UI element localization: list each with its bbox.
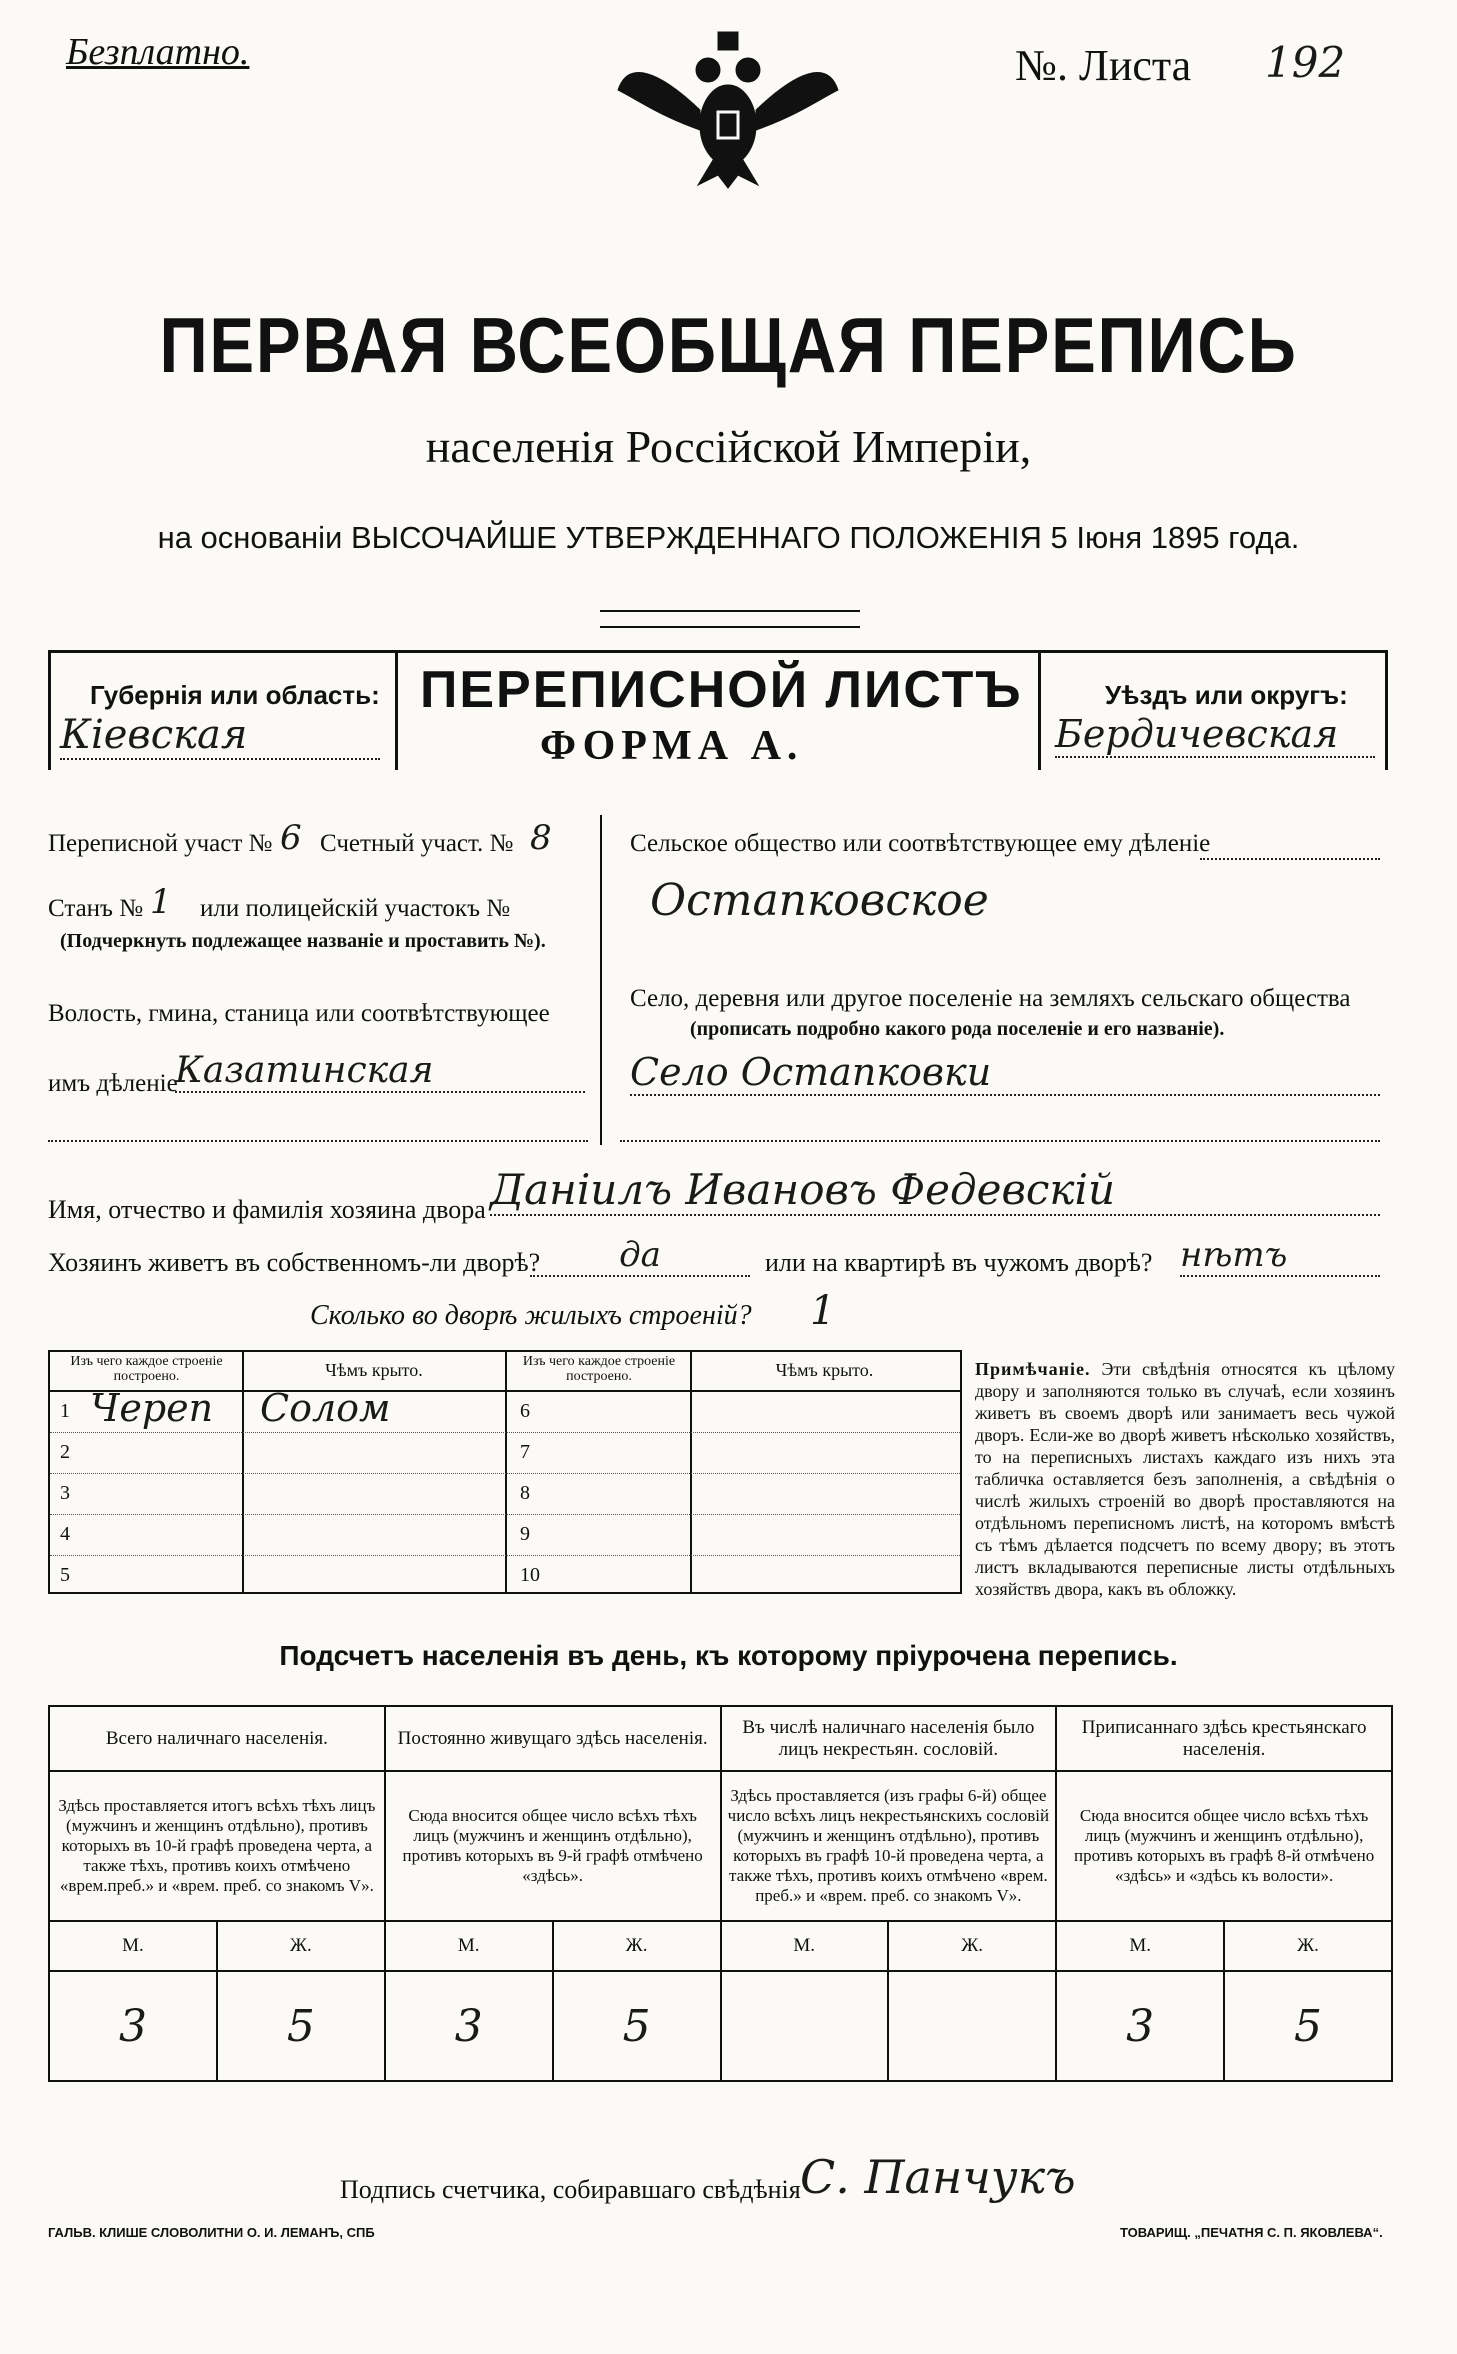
f-label: Ж. <box>553 1921 721 1971</box>
count-section-label: Счетный участ. № <box>320 830 514 857</box>
signature-value: С. Панчукъ <box>800 2150 1076 2204</box>
pop-f-value-3 <box>888 1971 1056 2081</box>
ornament-divider <box>600 610 860 628</box>
buildings-value: 1 <box>810 1288 836 1334</box>
subtitle: населенія Россійской Имперіи, <box>425 421 1032 472</box>
col-material-right: Изъ чего каждое строеніе построено. <box>522 1354 676 1384</box>
pop-col-desc-1: Здѣсь проставляется итогъ всѣхъ тѣхъ лицъ (мужчинъ и женщинъ отдѣльно), противъ которыхъ въ 10-й графѣ проведена черта, а также тѣхъ, противъ коихъ отмѣчено «врем.преб.» и «врем. преб. со знакомъ V». <box>49 1771 385 1921</box>
census-section-value: 6 <box>280 818 302 858</box>
table-row <box>50 1386 960 1432</box>
volost-value: Казатинская <box>175 1050 585 1093</box>
f-label: Ж. <box>888 1921 1056 1971</box>
row-number: 2 <box>60 1441 70 1463</box>
district-label: Уѣздъ или округъ: <box>1105 680 1348 710</box>
note-block <box>975 1358 1395 1600</box>
pop-col-title-4: Приписаннаго здѣсь крестьянскаго населенія. <box>1056 1706 1392 1771</box>
printer-right: ТОВАРИЩ. „ПЕЧАТНЯ С. П. ЯКОВЛЕВА“. <box>1120 2225 1383 2240</box>
volost-extra-line <box>48 1140 588 1142</box>
village-value: Село Остапковки <box>630 1050 1380 1096</box>
note-title: Примѣчаніе. <box>975 1359 1091 1379</box>
pop-col-title-1: Всего наличнаго населенія. <box>49 1706 385 1771</box>
pop-col-title-2: Постоянно живущаго здѣсь населенія. <box>385 1706 721 1771</box>
note-text: Эти свѣдѣнія относятся къ цѣлому двору и заполняются только въ случаѣ, если хозяинъ живетъ въ своемъ дворѣ или занимаетъ весь чужой дворъ. Если-же во дворѣ живетъ нѣсколько хозяйствъ, то на переписныхъ листахъ каждаго изъ нихъ эта табличка оставляется безъ заполненія, а свѣдѣнія о числѣ жилыхъ строеній во дворѣ проставляются на отдѣльномъ переписномъ листѣ, на которомъ вмѣстѣ съ тѣмъ дѣлается подсчетъ по всему двору; въ этотъ листъ вкладываются переписные листы отдѣльныхъ хозяйствъ двора, какъ въ обложку. <box>975 1359 1396 1599</box>
f-label: Ж. <box>1224 1921 1392 1971</box>
table-row <box>50 1514 960 1555</box>
material-cell: Череп <box>90 1386 214 1430</box>
pop-m-value-4: 3 <box>1056 1971 1224 2081</box>
own-yard-label: Хозяинъ живетъ въ собственномъ-ли дворѣ? <box>48 1248 541 1277</box>
sheet-number-label: №. Листа <box>1015 41 1192 90</box>
own-yard-value: да <box>530 1235 750 1277</box>
row-number: 10 <box>520 1564 540 1586</box>
pop-f-value-4: 5 <box>1224 1971 1392 2081</box>
m-label: М. <box>49 1921 217 1971</box>
stan-value: 1 <box>150 882 172 922</box>
imperial-eagle-icon <box>608 30 848 190</box>
printer-left: ГАЛЬВ. КЛИШЕ СЛОВОЛИТНИ О. И. ЛЕМАНЪ, СПБ <box>48 2225 375 2240</box>
sheet-number-value: 192 <box>1265 38 1346 87</box>
roof-cell: Солом <box>260 1386 391 1430</box>
row-number: 9 <box>520 1523 530 1545</box>
table-row <box>50 1473 960 1514</box>
police-label: или полицейскій участокъ № <box>200 895 511 922</box>
row-number: 7 <box>520 1441 530 1463</box>
community-value: Остапковское <box>650 875 989 926</box>
district-value: Бердичевская <box>1055 712 1375 758</box>
province-value: Кіевская <box>60 712 380 760</box>
col-material-left: Изъ чего каждое строеніе построено. <box>70 1354 223 1384</box>
row-number: 3 <box>60 1482 70 1504</box>
pop-col-desc-2: Сюда вносится общее число всѣхъ тѣхъ лицъ (мужчинъ и женщинъ отдѣльно), противъ которыхъ въ 9-й графѣ отмѣчено «здѣсь». <box>385 1771 721 1921</box>
rented-label: или на квартирѣ въ чужомъ дворѣ? <box>765 1248 1153 1277</box>
count-section-value: 8 <box>530 818 552 858</box>
table-row <box>50 1555 960 1596</box>
pop-m-value-2: 3 <box>385 1971 553 2081</box>
village-label: Село, деревня или другое поселеніе на земляхъ сельскаго общества <box>630 985 1351 1012</box>
pop-f-value-2: 5 <box>553 1971 721 2081</box>
rented-value: нѣтъ <box>1180 1235 1380 1277</box>
row-number: 5 <box>60 1564 70 1586</box>
free-label: Безплатно. <box>66 31 250 73</box>
pop-f-value-1: 5 <box>217 1971 385 2081</box>
buildings-label: Сколько во дворѣ жилыхъ строеній? <box>310 1300 752 1331</box>
row-number: 6 <box>520 1400 530 1422</box>
census-section-label: Переписной участ № <box>48 830 273 857</box>
pop-m-value-1: 3 <box>49 1971 217 2081</box>
pop-col-title-3: Въ числѣ наличнаго населенія было лицъ некрестьян. сословій. <box>721 1706 1057 1771</box>
col-roof-right: Чѣмъ крыто. <box>775 1360 874 1380</box>
village-note: (прописать подробно какого рода поселеніе и его названіе). <box>690 1018 1225 1040</box>
m-label: М. <box>721 1921 888 1971</box>
sheet-title: ПЕРЕПИСНОЙ ЛИСТЪ <box>420 661 1023 719</box>
f-label: Ж. <box>217 1921 385 1971</box>
owner-name-value: Даніилъ Ивановъ Федевскій <box>490 1165 1380 1216</box>
signature-label: Подпись счетчика, собиравшаго свѣдѣнія <box>340 2175 801 2204</box>
volost-label-2: имъ дѣленіе <box>48 1070 178 1097</box>
province-label: Губернія или область: <box>90 680 380 710</box>
row-number: 8 <box>520 1482 530 1504</box>
main-title: ПЕРВАЯ ВСЕОБЩАЯ ПЕРЕПИСЬ <box>159 301 1298 389</box>
buildings-table <box>48 1350 962 1594</box>
m-label: М. <box>385 1921 553 1971</box>
owner-name-label: Имя, отчество и фамилія хозяина двора <box>48 1195 486 1224</box>
row-number: 1 <box>60 1400 70 1422</box>
stan-label: Станъ № <box>48 895 144 922</box>
pop-col-desc-3: Здѣсь проставляется (изъ графы 6-й) общее число всѣхъ лицъ некрестьянскихъ сословій (мужчинъ и женщинъ отдѣльно), противъ которыхъ въ графѣ 10-й проведена черта, а также тѣхъ, противъ коихъ отмѣчено «врем. преб.» и «врем. преб. со знакомъ V». <box>721 1771 1057 1921</box>
form-name: ФОРМА А. <box>540 723 804 769</box>
population-heading: Подсчетъ населенія въ день, къ которому пріурочена перепись. <box>279 1640 1178 1671</box>
volost-label-1: Волость, гмина, станица или соотвѣтствующее <box>48 1000 550 1027</box>
table-row <box>50 1432 960 1473</box>
population-table <box>48 1705 1393 2082</box>
row-number: 4 <box>60 1523 70 1545</box>
pop-col-desc-4: Сюда вносится общее число всѣхъ тѣхъ лицъ (мужчинъ и женщинъ отдѣльно), противъ которыхъ въ графѣ 8-й отмѣчено «здѣсь» и «здѣсь къ волости». <box>1056 1771 1392 1921</box>
community-label: Сельское общество или соотвѣтствующее ему дѣленіе <box>630 830 1211 857</box>
m-label: М. <box>1056 1921 1224 1971</box>
pop-m-value-3 <box>721 1971 888 2081</box>
stan-note: (Подчеркнуть подлежащее названіе и проставить №). <box>60 930 546 952</box>
basis-line: на основаніи ВЫСОЧАЙШЕ УТВЕРЖДЕННАГО ПОЛОЖЕНІЯ 5 Іюня 1895 года. <box>157 520 1300 555</box>
col-roof-left: Чѣмъ крыто. <box>325 1360 423 1380</box>
